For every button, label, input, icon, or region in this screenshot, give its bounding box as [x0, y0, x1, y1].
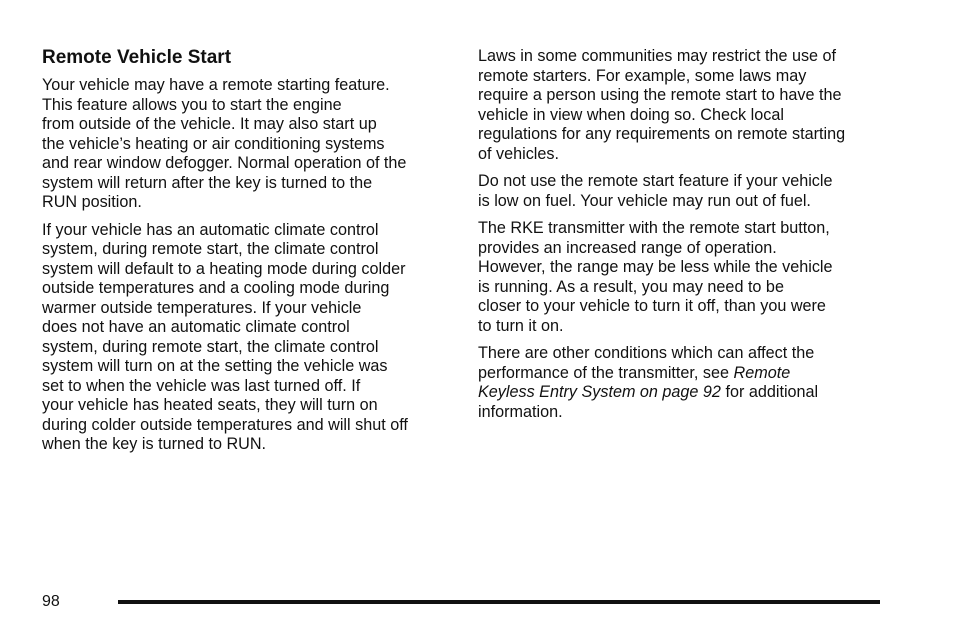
climate-control-paragraph — [42, 221, 457, 455]
text-line: information. — [478, 402, 563, 421]
section-heading: Remote Vehicle Start — [42, 47, 232, 68]
text-line: your vehicle has heated seats, they will turn on — [42, 396, 378, 414]
text-line: The RKE transmitter with the remote start button, — [478, 219, 830, 237]
text-line: RUN position. — [42, 193, 142, 211]
intro-paragraph — [42, 76, 457, 213]
text-line: closer to your vehicle to turn it off, than you were — [478, 297, 826, 315]
text-line: remote starters. For example, some laws may — [478, 66, 807, 85]
text-line: from outside of the vehicle. It may also start up — [42, 115, 377, 133]
text-line: is running. As a result, you may need to be — [478, 277, 784, 296]
text-line: Do not use the remote start feature if your vehicle — [478, 172, 833, 190]
text-line: vehicle in view when doing so. Check local — [478, 105, 784, 124]
text-segment: performance of the transmitter, see — [478, 363, 734, 382]
text-line: and rear window defogger. Normal operation of the — [42, 154, 407, 172]
text-line: system will turn on at the setting the vehicle was — [42, 357, 388, 375]
text-line: is low on fuel. Your vehicle may run out of fuel. — [478, 191, 811, 210]
text-line: system, during remote start, the climate control — [42, 240, 379, 258]
text-line: set to when the vehicle was last turned off. If — [42, 376, 361, 395]
text-line: regulations for any requirements on remote starting — [478, 125, 846, 143]
text-line: warmer outside temperatures. If your vehicle — [42, 298, 362, 317]
text-line: does not have an automatic climate control — [42, 318, 350, 336]
text-line: to turn it on. — [478, 316, 564, 335]
page-number: 98 — [42, 593, 60, 610]
text-line: system will return after the key is turned to the — [42, 173, 373, 192]
text-line — [478, 364, 888, 384]
text-line: the vehicle’s heating or air conditioning systems — [42, 134, 385, 153]
cross-reference: Keyless Entry System on page 92 — [478, 383, 721, 401]
left-column — [42, 46, 457, 463]
text-line: during colder outside temperatures and will shut off — [42, 415, 408, 434]
transmitter-range-paragraph — [478, 219, 888, 336]
right-column — [478, 47, 888, 430]
text-line: Laws in some communities may restrict the use of — [478, 47, 837, 65]
laws-paragraph — [478, 47, 888, 164]
text-line: system will default to a heating mode during colder — [42, 259, 406, 278]
text-line: Your vehicle may have a remote starting feature. — [42, 76, 390, 94]
text-line: If your vehicle has an automatic climate control — [42, 220, 379, 239]
cross-reference: Remote — [733, 363, 791, 382]
other-conditions-paragraph — [478, 344, 888, 422]
fuel-warning-paragraph — [478, 172, 888, 211]
text-line: provides an increased range of operation. — [478, 238, 777, 257]
text-line: when the key is turned to RUN. — [42, 435, 267, 453]
text-line: There are other conditions which can affect the — [478, 344, 815, 362]
text-line: This feature allows you to start the engine — [42, 95, 342, 114]
text-line: outside temperatures and a cooling mode during — [42, 279, 390, 297]
text-line: require a person using the remote start to have the — [478, 86, 842, 104]
text-segment: for additional — [720, 383, 819, 401]
text-line: of vehicles. — [478, 144, 559, 163]
text-line: However, the range may be less while the vehicle — [478, 258, 833, 276]
footer-rule — [118, 600, 880, 604]
text-line — [478, 383, 888, 403]
text-line: system, during remote start, the climate control — [42, 337, 379, 356]
